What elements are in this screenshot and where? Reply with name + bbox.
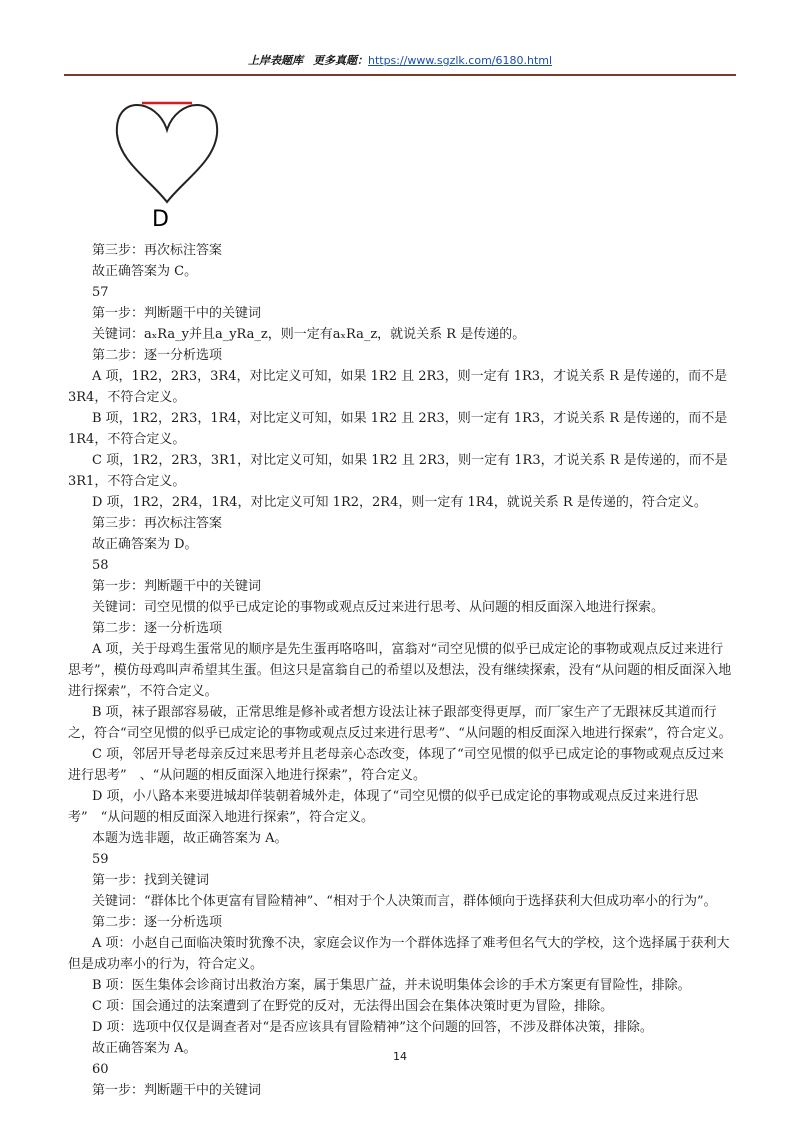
header-url-link[interactable]: https://www.sgzlk.com/6180.html [367, 54, 553, 67]
page-header [64, 52, 736, 76]
text-line: 故正确答案为 D。 [92, 537, 198, 552]
text-line: B 项，1R2，2R3，1R4，对比定义可知，如果 1R2 且 2R3，则一定有 1R3，才说关系 R 是传递的，而不是 1R4，不符合定义。 [68, 411, 728, 447]
question-number: 57 [92, 285, 109, 300]
text-line: D 项，小八路本来要进城却佯装朝着城外走，体现了“司空见惯的似乎已成定论的事物或观点反过来进行思考” “从问题的相反面深入地进行探索”，符合定义。 [68, 789, 699, 825]
page-number: 14 [393, 1050, 407, 1063]
text-line: B 项，袜子跟部容易破，正常思维是修补或者想方设法让袜子跟部变得更厚，而厂家生产了无跟袜反其道而行之，符合“司空见惯的似乎已成定论的事物或观点反过来进行思考”、“从问题的相反面深入地进行探索”，符合定义。 [68, 705, 732, 741]
heart-shape-icon [112, 92, 222, 207]
header-label: 更多真题： [312, 54, 368, 67]
heart-figure [112, 92, 222, 237]
text-line: 关键词：aₓRa_y并且a_yRa_z，则一定有aₓRa_z，就说关系 R 是传递的。 [92, 327, 526, 342]
text-line: 第三步：再次标注答案 [92, 516, 223, 531]
text-line: B 项：医生集体会诊商讨出救治方案，属于集思广益，并未说明集体会诊的手术方案更有冒险性，排除。 [92, 978, 691, 993]
text-line: D 项，1R2，2R4，1R4，对比定义可知 1R2，2R4，则一定有 1R4，就说关系 R 是传递的，符合定义。 [92, 495, 707, 510]
text-line: 故正确答案为 C。 [92, 264, 198, 279]
text-line: 关键词：“群体比个体更富有冒险精神”、“相对于个人决策而言，群体倾向于选择获利大但成功率小的行为”。 [92, 894, 717, 909]
text-line: 第二步：逐一分析选项 [92, 348, 223, 363]
figure-label: D [152, 207, 169, 232]
text-line: 关键词：司空见惯的似乎已成定论的事物或观点反过来进行思考、从问题的相反面深入地进行探索。 [92, 600, 665, 615]
text-line: 第三步：再次标注答案 [92, 243, 223, 258]
text-line: C 项：国会通过的法案遭到了在野党的反对，无法得出国会在集体决策时更为冒险，排除。 [92, 999, 614, 1014]
text-line: 第一步：判断题干中的关键词 [92, 1083, 262, 1098]
text-line: 第一步：判断题干中的关键词 [92, 579, 262, 594]
text-line: C 项，邻居开导老母亲反过来思考并且老母亲心态改变，体现了“司空见惯的似乎已成定论的事物或观点反过来进行思考” 、“从问题的相反面深入地进行探索”，符合定义。 [68, 747, 724, 783]
text-line: A 项，关于母鸡生蛋常见的顺序是先生蛋再咯咯叫，富翁对“司空见惯的似乎已成定论的事物或观点反过来进行思考”，模仿母鸡叫声希望其生蛋。但这只是富翁自己的希望以及想法，没有继续探索，没有“从问题的相反面深入地进行探索”，不符合定义。 [68, 642, 732, 699]
text-line: 本题为选非题，故正确答案为 A。 [92, 831, 288, 846]
text-line: D 项：选项中仅仅是调查者对“是否应该具有冒险精神”这个问题的回答，不涉及群体决策，排除。 [92, 1020, 653, 1035]
question-number: 60 [92, 1062, 109, 1077]
header-brand: 上岸表题库 [247, 54, 303, 67]
text-line: 故正确答案为 A。 [92, 1041, 197, 1056]
question-number: 58 [92, 558, 109, 573]
text-line: A 项：小赵自己面临决策时犹豫不决，家庭会议作为一个群体选择了难考但名气大的学校，这个选择属于获利大但是成功率小的行为，符合定义。 [68, 936, 730, 972]
text-line: C 项，1R2，2R3，3R1，对比定义可知，如果 1R2 且 2R3，则一定有 1R3，才说关系 R 是传递的，而不是 3R1，不符合定义。 [68, 453, 728, 489]
question-number: 59 [92, 852, 109, 867]
document-body [68, 240, 736, 1101]
text-line: 第二步：逐一分析选项 [92, 621, 223, 636]
text-line: 第一步：判断题干中的关键词 [92, 306, 262, 321]
text-line: 第二步：逐一分析选项 [92, 915, 223, 930]
text-line: A 项，1R2，2R3，3R4，对比定义可知，如果 1R2 且 2R3，则一定有 1R3，才说关系 R 是传递的，而不是 3R4，不符合定义。 [68, 369, 728, 405]
text-line: 第一步：找到关键词 [92, 873, 210, 888]
